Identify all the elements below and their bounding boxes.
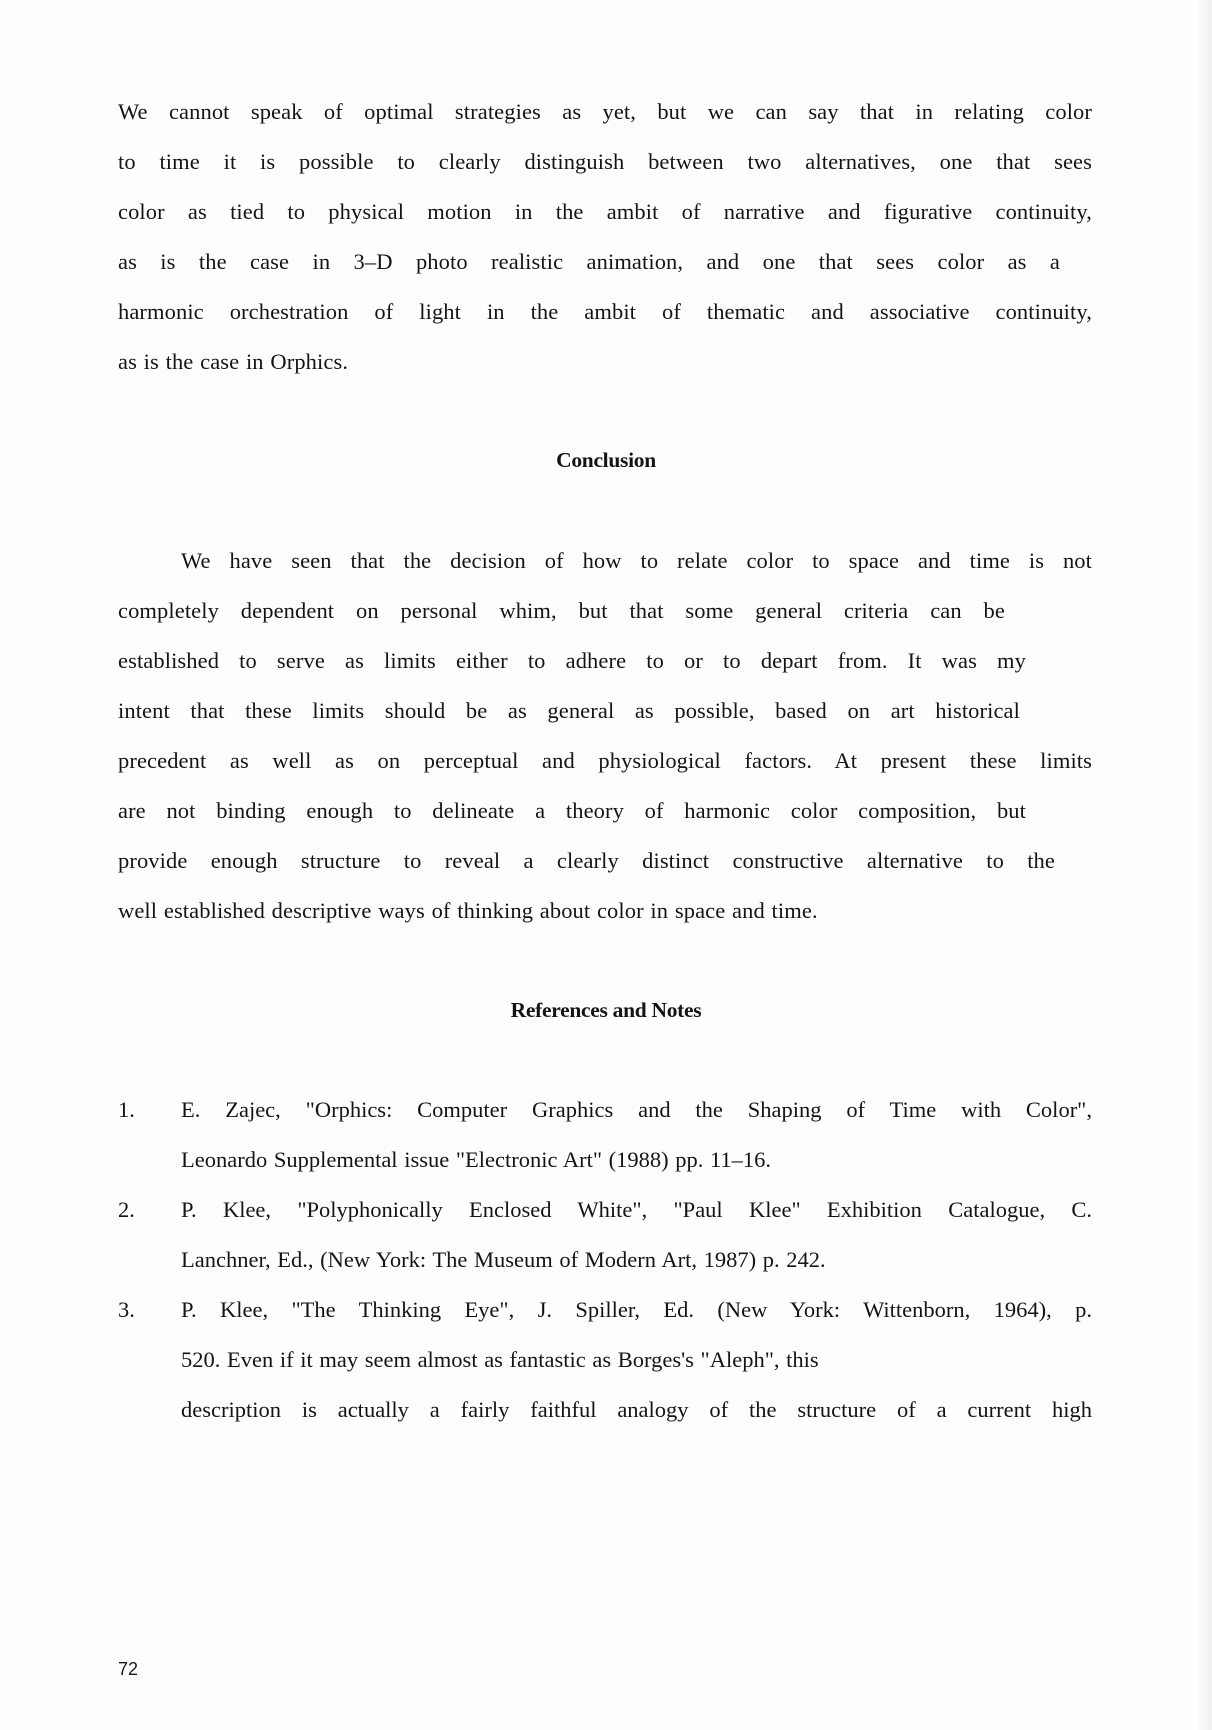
text-line: We cannot speak of optimal strategies as yet, but we can say that in relating color	[118, 99, 1092, 124]
text-line: color as tied to physical motion in the ambit of narrative and figurative continuity,	[118, 199, 1092, 224]
reference-line: description is actually a fairly faithful analogy of the structure of a current high	[181, 1397, 1092, 1422]
text-line: precedent as well as on perceptual and physiological factors. At present these limits	[118, 748, 1092, 773]
text-line: established to serve as limits either to adhere to or to depart from. It was my	[118, 648, 1026, 673]
references-heading: References and Notes	[510, 998, 702, 1022]
text-line: as is the case in Orphics.	[118, 349, 349, 374]
text-line: as is the case in 3–D photo realistic animation, and one that sees color as a	[118, 249, 1060, 274]
reference-number: 1.	[118, 1097, 135, 1122]
page-number: 72	[118, 1659, 139, 1679]
reference-number: 2.	[118, 1197, 135, 1222]
reference-line: P. Klee, "The Thinking Eye", J. Spiller, Ed. (New York: Wittenborn, 1964), p.	[181, 1297, 1092, 1322]
reference-line: Lanchner, Ed., (New York: The Museum of Modern Art, 1987) p. 242.	[181, 1247, 826, 1272]
text-line: to time it is possible to clearly distinguish between two alternatives, one that sees	[118, 149, 1092, 174]
reference-line: 520. Even if it may seem almost as fantastic as Borges's "Aleph", this	[181, 1347, 819, 1372]
reference-line: P. Klee, "Polyphonically Enclosed White", "Paul Klee" Exhibition Catalogue, C.	[181, 1197, 1092, 1222]
text-line: well established descriptive ways of thinking about color in space and time.	[118, 898, 818, 923]
reference-number: 3.	[118, 1297, 135, 1322]
text-line: completely dependent on personal whim, but that some general criteria can be	[118, 598, 1005, 623]
reference-line: E. Zajec, "Orphics: Computer Graphics and the Shaping of Time with Color",	[181, 1097, 1092, 1122]
page-edge-shadow	[1198, 0, 1212, 1730]
text-line: We have seen that the decision of how to relate color to space and time is not	[181, 548, 1092, 573]
conclusion-heading: Conclusion	[556, 448, 656, 472]
text-line: are not binding enough to delineate a theory of harmonic color composition, but	[118, 798, 1026, 823]
text-line: harmonic orchestration of light in the ambit of thematic and associative continuity,	[118, 299, 1092, 324]
text-line: intent that these limits should be as general as possible, based on art historical	[118, 698, 1020, 723]
text-line: provide enough structure to reveal a clearly distinct constructive alternative to the	[118, 848, 1055, 873]
reference-line: Leonardo Supplemental issue "Electronic Art" (1988) pp. 11–16.	[181, 1147, 772, 1172]
